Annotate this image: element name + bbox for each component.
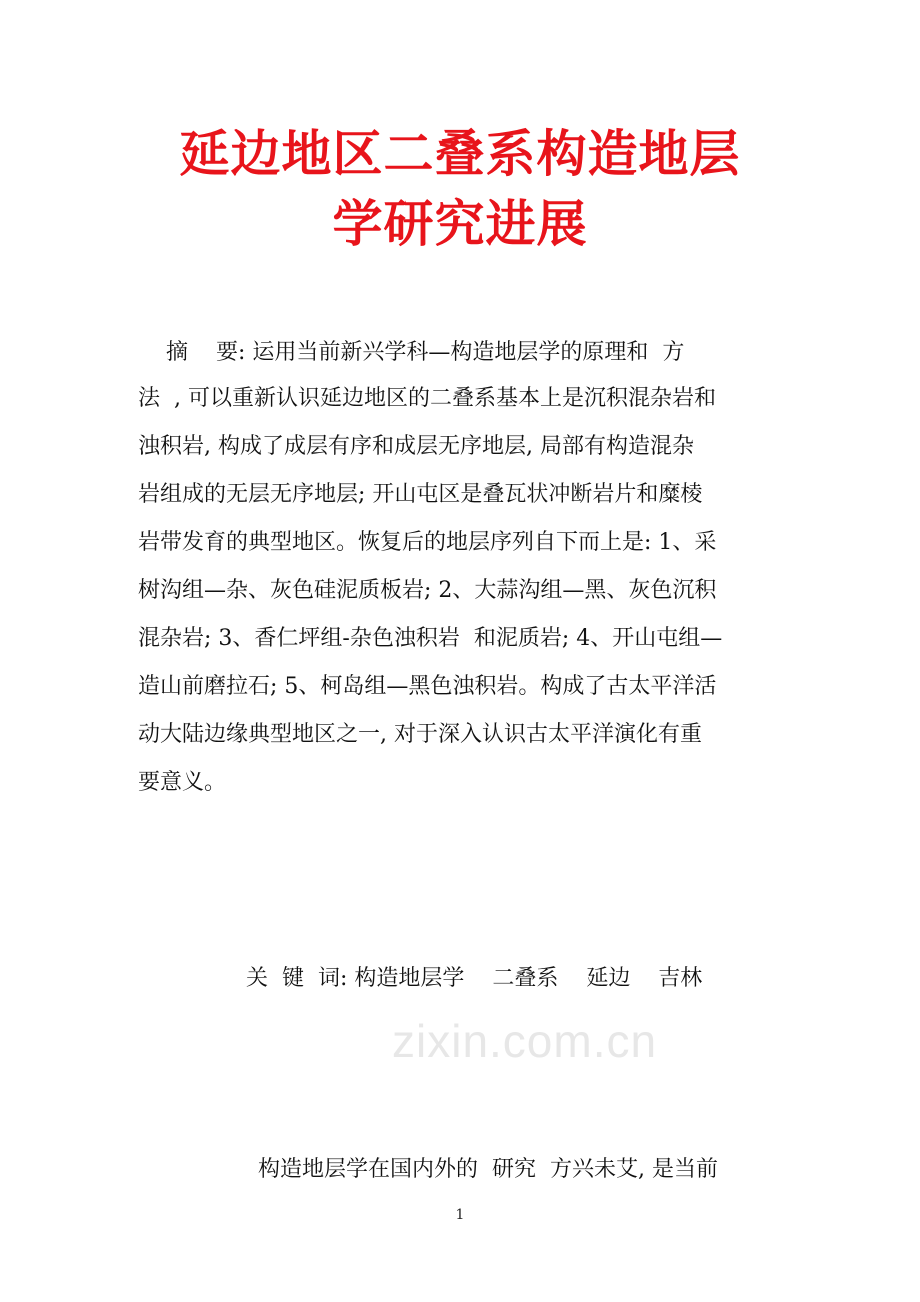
body-paragraph-start: 构造地层学在国内外的 研究 方兴未艾, 是当前 xyxy=(258,1157,718,1182)
title-line-2: 学研究进展 xyxy=(332,195,588,253)
title-line-1: 延边地区二叠系构造地层 xyxy=(179,125,741,183)
abstract-line: 树沟组—杂、灰色硅泥质板岩; 2、大蒜沟组—黑、灰色沉积 xyxy=(138,578,717,603)
abstract-line: 造山前磨拉石; 5、柯岛组—黑色浊积岩。构成了古太平洋活 xyxy=(138,674,717,699)
abstract-line: 混杂岩; 3、香仁坪组-杂色浊积岩 和泥质岩; 4、开山屯组— xyxy=(138,626,723,651)
watermark: zixin.com.cn xyxy=(392,1015,658,1067)
abstract-line: 要意义。 xyxy=(138,770,227,795)
page-number: 1 xyxy=(455,1207,465,1223)
abstract-line: 摘 要: 运用当前新兴学科—构造地层学的原理和 方 xyxy=(138,340,685,365)
abstract-line: 岩组成的无层无序地层; 开山屯区是叠瓦状冲断岩片和糜棱 xyxy=(138,482,703,507)
abstract-line: 动大陆边缘典型地区之一, 对于深入认识古太平洋演化有重 xyxy=(138,722,702,747)
abstract-line: 浊积岩, 构成了成层有序和成层无序地层, 局部有构造混杂 xyxy=(138,434,694,459)
abstract-line: 法 , 可以重新认识延边地区的二叠系基本上是沉积混杂岩和 xyxy=(138,386,716,411)
keywords: 关 键 词: 构造地层学 二叠系 延边 吉林 xyxy=(246,966,703,991)
abstract-line: 岩带发育的典型地区。恢复后的地层序列自下而上是: 1、采 xyxy=(138,530,717,555)
